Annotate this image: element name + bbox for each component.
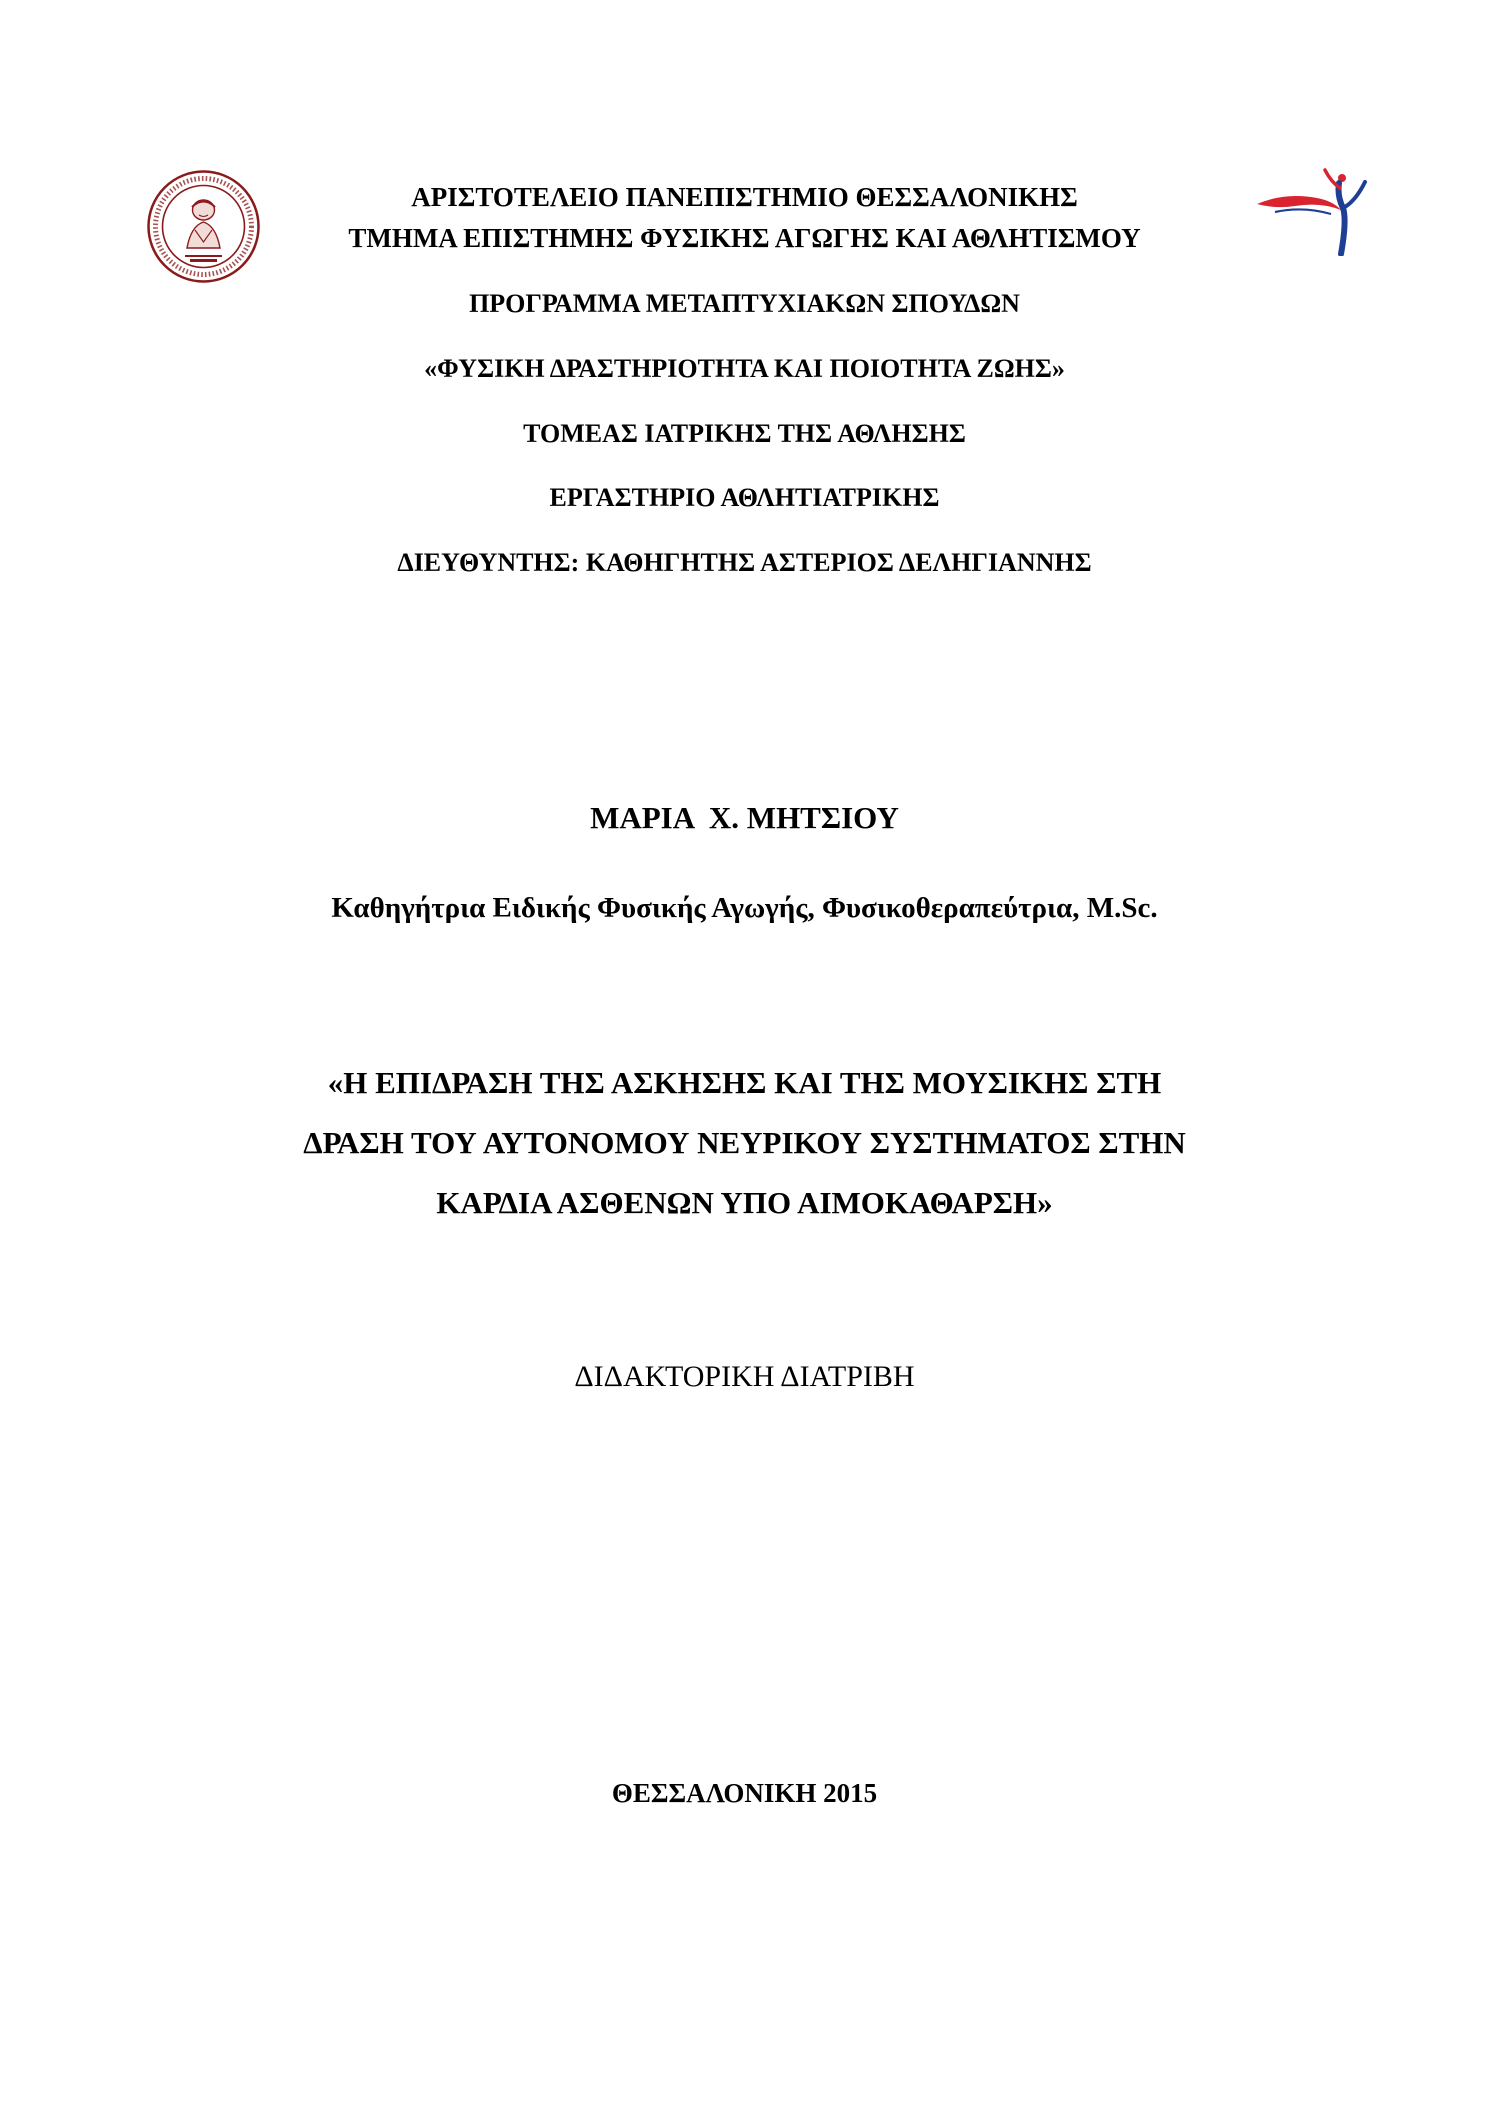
- program-title: ΠΡΟΓΡΑΜΜΑ ΜΕΤΑΠΤΥΧΙΑΚΩΝ ΣΠΟΥΔΩΝ: [469, 289, 1020, 318]
- university-name: ΑΡΙΣΤΟΤΕΛΕΙΟ ΠΑΝΕΠΙΣΤΗΜΙΟ ΘΕΣΣΑΛΟΝΙΚΗΣ: [411, 182, 1078, 212]
- thesis-title-line-1: «Η ΕΠΙΔΡΑΣΗ ΤΗΣ ΑΣΚΗΣΗΣ ΚΑΙ ΤΗΣ ΜΟΥΣΙΚΗΣ ΣΤΗ: [327, 1065, 1162, 1100]
- thesis-title-line-3: ΚΑΡΔΙΑ ΑΣΘΕΝΩΝ ΥΠΟ ΑΙΜΟΚΑΘΑΡΣΗ»: [436, 1185, 1053, 1220]
- sector-name: ΤΟΜΕΑΣ ΙΑΤΡΙΚΗΣ ΤΗΣ ΑΘΛΗΣΗΣ: [523, 419, 966, 448]
- department-name: ΤΜΗΜΑ ΕΠΙΣΤΗΜΗΣ ΦΥΣΙΚΗΣ ΑΓΩΓΗΣ ΚΑΙ ΑΘΛΗΤΙΣΜΟΥ: [348, 223, 1141, 253]
- program-name: «ΦΥΣΙΚΗ ΔΡΑΣΤΗΡΙΟΤΗΤΑ ΚΑΙ ΠΟΙΟΤΗΤΑ ΖΩΗΣ»: [424, 354, 1065, 383]
- director-line: ΔΙΕΥΘΥΝΤΗΣ: ΚΑΘΗΓΗΤΗΣ ΑΣΤΕΡΙΟΣ ΔΕΛΗΓΙΑΝΝΗΣ: [397, 548, 1092, 577]
- laboratory-name: ΕΡΓΑΣΤΗΡΙΟ ΑΘΛΗΤΙΑΤΡΙΚΗΣ: [549, 483, 940, 512]
- place-year: ΘΕΣΣΑΛΟΝΙΚΗ 2015: [611, 1778, 878, 1808]
- author-role: Καθηγήτρια Ειδικής Φυσικής Αγωγής, Φυσικοθεραπεύτρια, M.Sc.: [331, 892, 1158, 924]
- thesis-title-line-2: ΔΡΑΣΗ ΤΟΥ ΑΥΤΟΝΟΜΟΥ ΝΕΥΡΙΚΟΥ ΣΥΣΤΗΜΑΤΟΣ ΣΤΗΝ: [303, 1125, 1186, 1160]
- thesis-type: ΔΙΔΑΚΤΟΡΙΚΗ ΔΙΑΤΡΙΒΗ: [574, 1360, 915, 1393]
- author-name: ΜΑΡΙΑ Χ. ΜΗΤΣΙΟΥ: [590, 800, 899, 835]
